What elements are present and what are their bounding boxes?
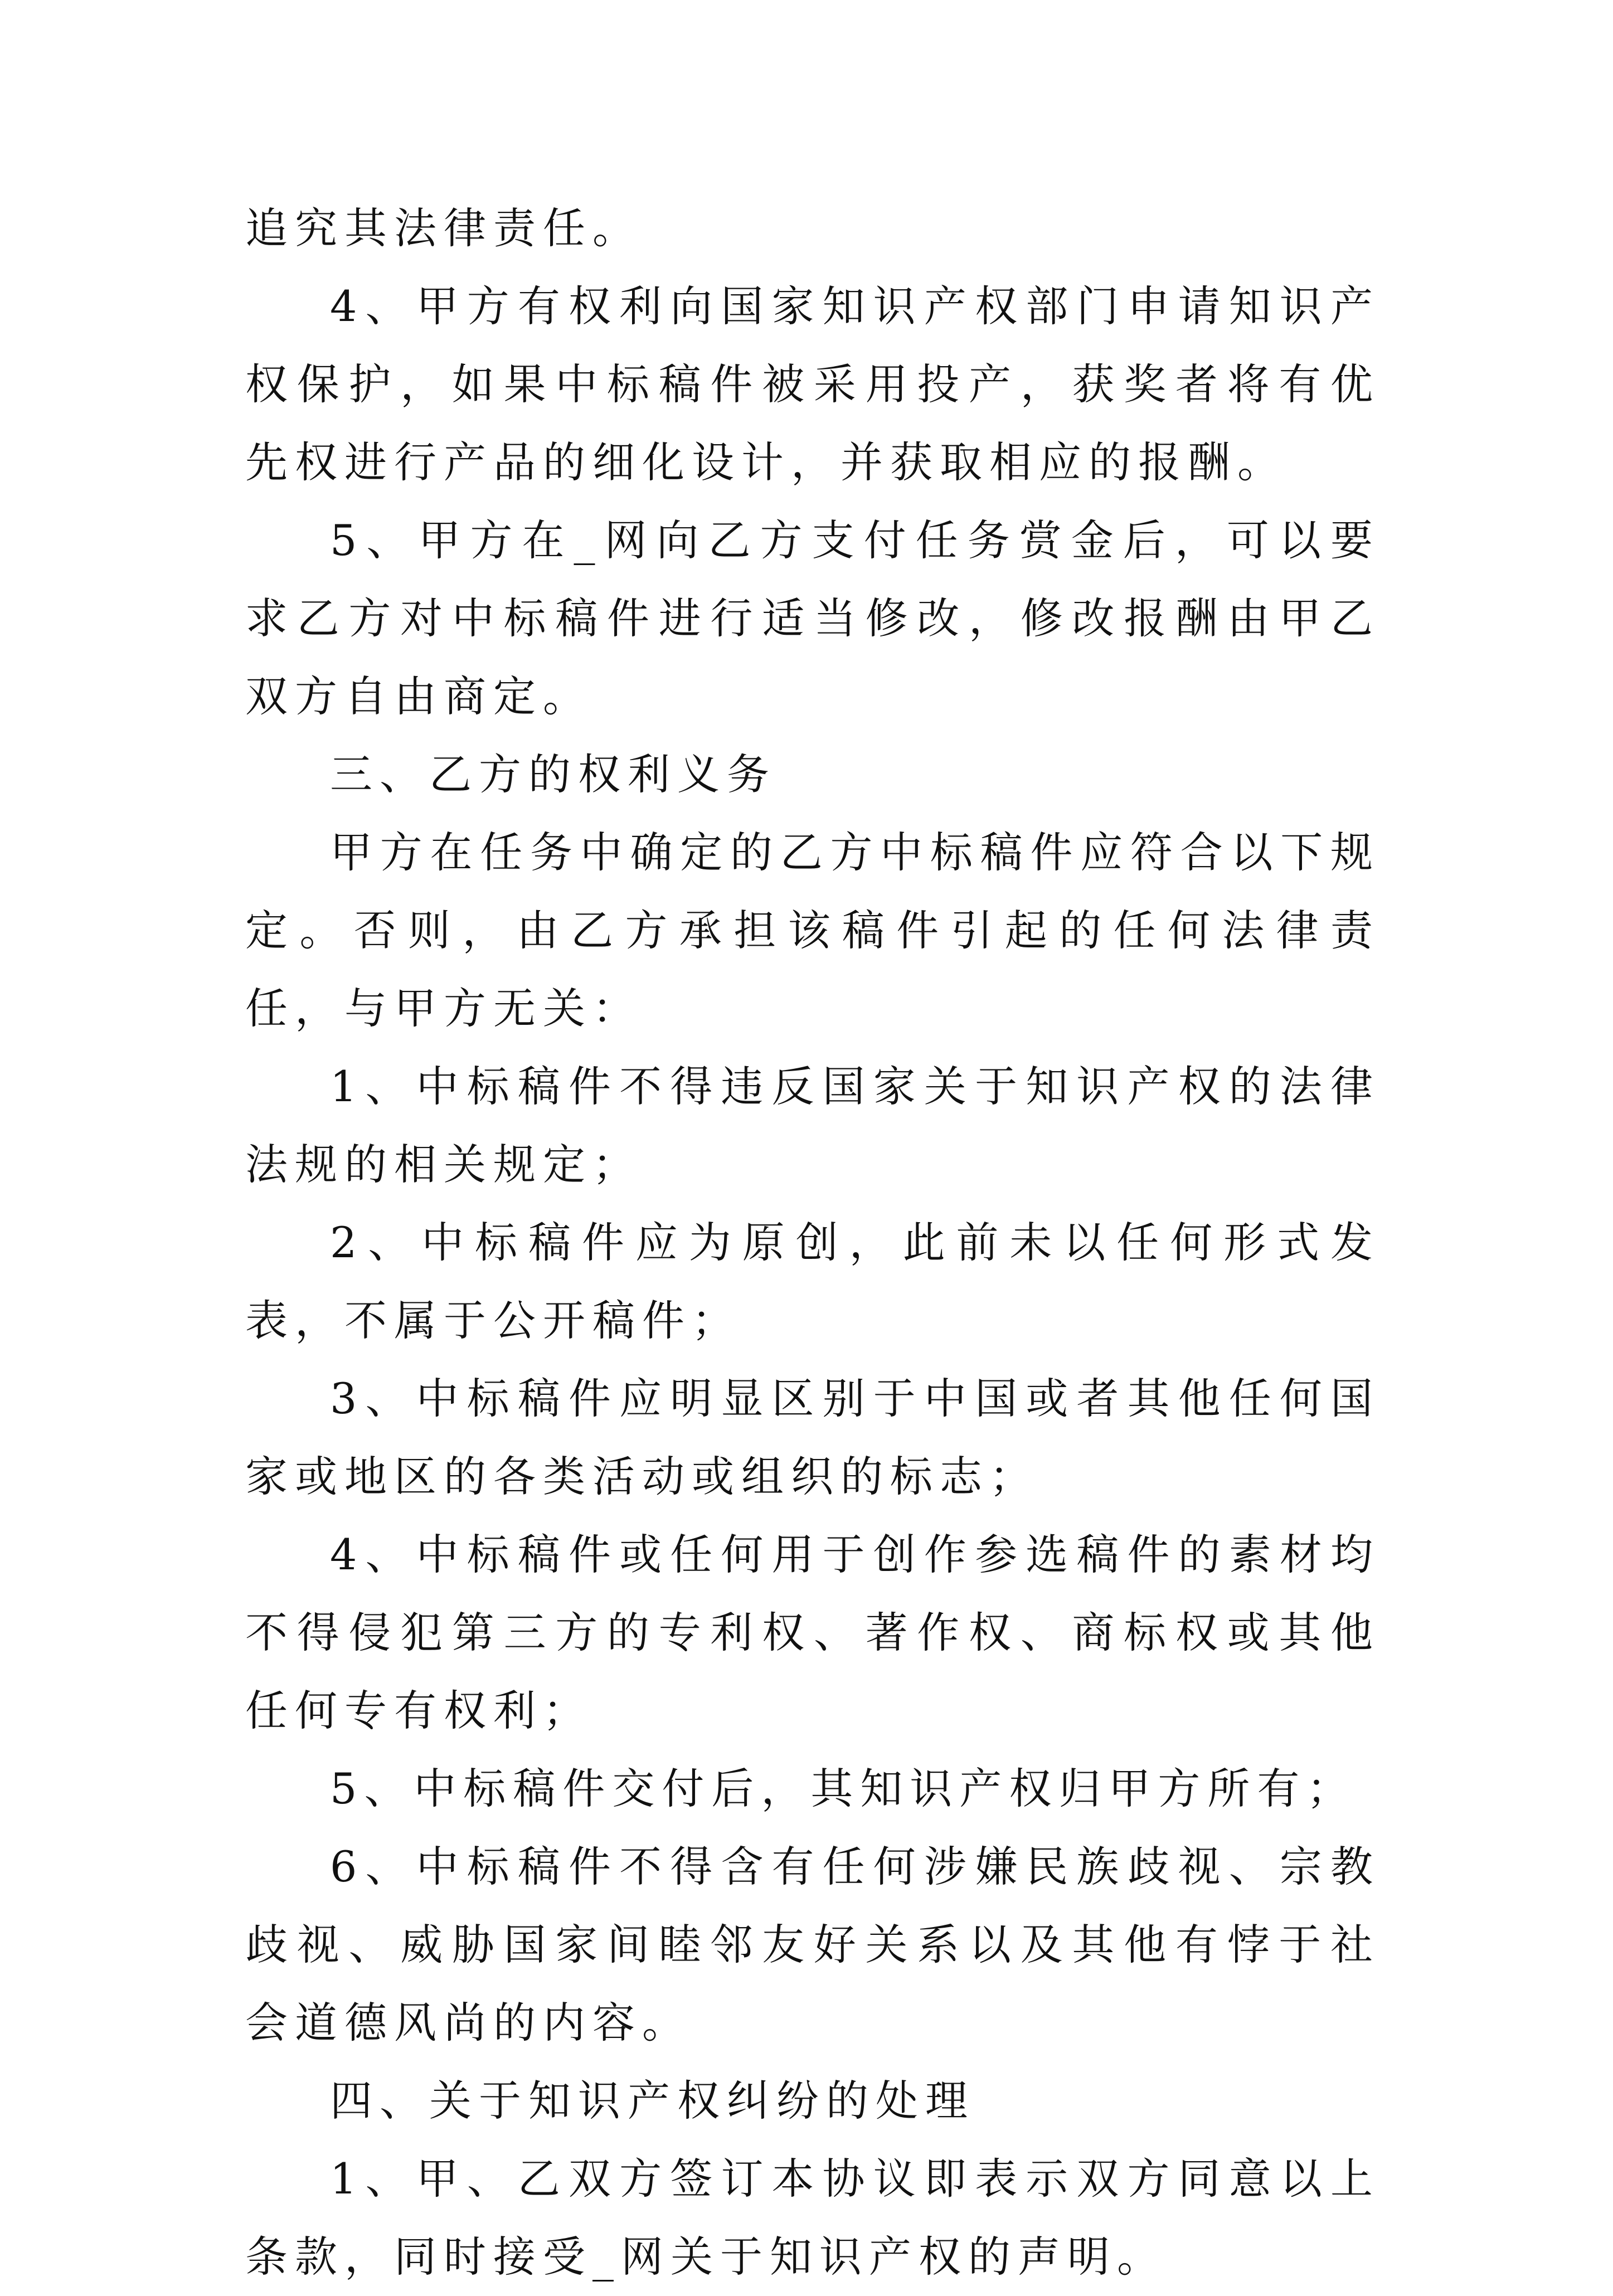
paragraph-clause-b5: 5、中标稿件交付后，其知识产权归甲方所有； bbox=[330, 1764, 1357, 1813]
paragraph-clause-a5: 5、甲方在_网向乙方支付任务赏金后，可以要求乙方对中标稿件进行适当修改，修改报酬由甲乙双方自由商定。 bbox=[245, 515, 1380, 721]
section-heading-3: 三、乙方的权利义务 bbox=[330, 750, 776, 799]
paragraph-section-3-intro: 甲方在任务中确定的乙方中标稿件应符合以下规定。否则，由乙方承担该稿件引起的任何法律责任，与甲方无关： bbox=[245, 828, 1380, 1033]
paragraph-continuation: 追究其法律责任。 bbox=[245, 203, 642, 253]
paragraph-clause-c1: 1、甲、乙双方签订本协议即表示双方同意以上条款，同时接受_网关于知识产权的声明。 bbox=[245, 2154, 1380, 2282]
paragraph-clause-b4: 4、中标稿件或任何用于创作参选稿件的素材均不得侵犯第三方的专利权、著作权、商标权或其他任何专有权利； bbox=[245, 1530, 1380, 1735]
paragraph-clause-b2: 2、中标稿件应为原创，此前未以任何形式发表，不属于公开稿件； bbox=[245, 1218, 1380, 1345]
document-body bbox=[245, 189, 1380, 2296]
paragraph-clause-b3: 3、中标稿件应明显区别于中国或者其他任何国家或地区的各类活动或组织的标志； bbox=[245, 1374, 1380, 1501]
paragraph-clause-a4: 4、甲方有权利向国家知识产权部门申请知识产权保护，如果中标稿件被采用投产，获奖者将有优先权进行产品的细化设计，并获取相应的报酬。 bbox=[245, 281, 1380, 487]
section-heading-4: 四、关于知识产权纠纷的处理 bbox=[330, 2076, 975, 2125]
paragraph-clause-b6: 6、中标稿件不得含有任何涉嫌民族歧视、宗教歧视、威胁国家间睦邻友好关系以及其他有悖于社会道德风尚的内容。 bbox=[245, 1842, 1380, 2047]
paragraph-clause-b1: 1、中标稿件不得违反国家关于知识产权的法律法规的相关规定； bbox=[245, 1062, 1380, 1189]
